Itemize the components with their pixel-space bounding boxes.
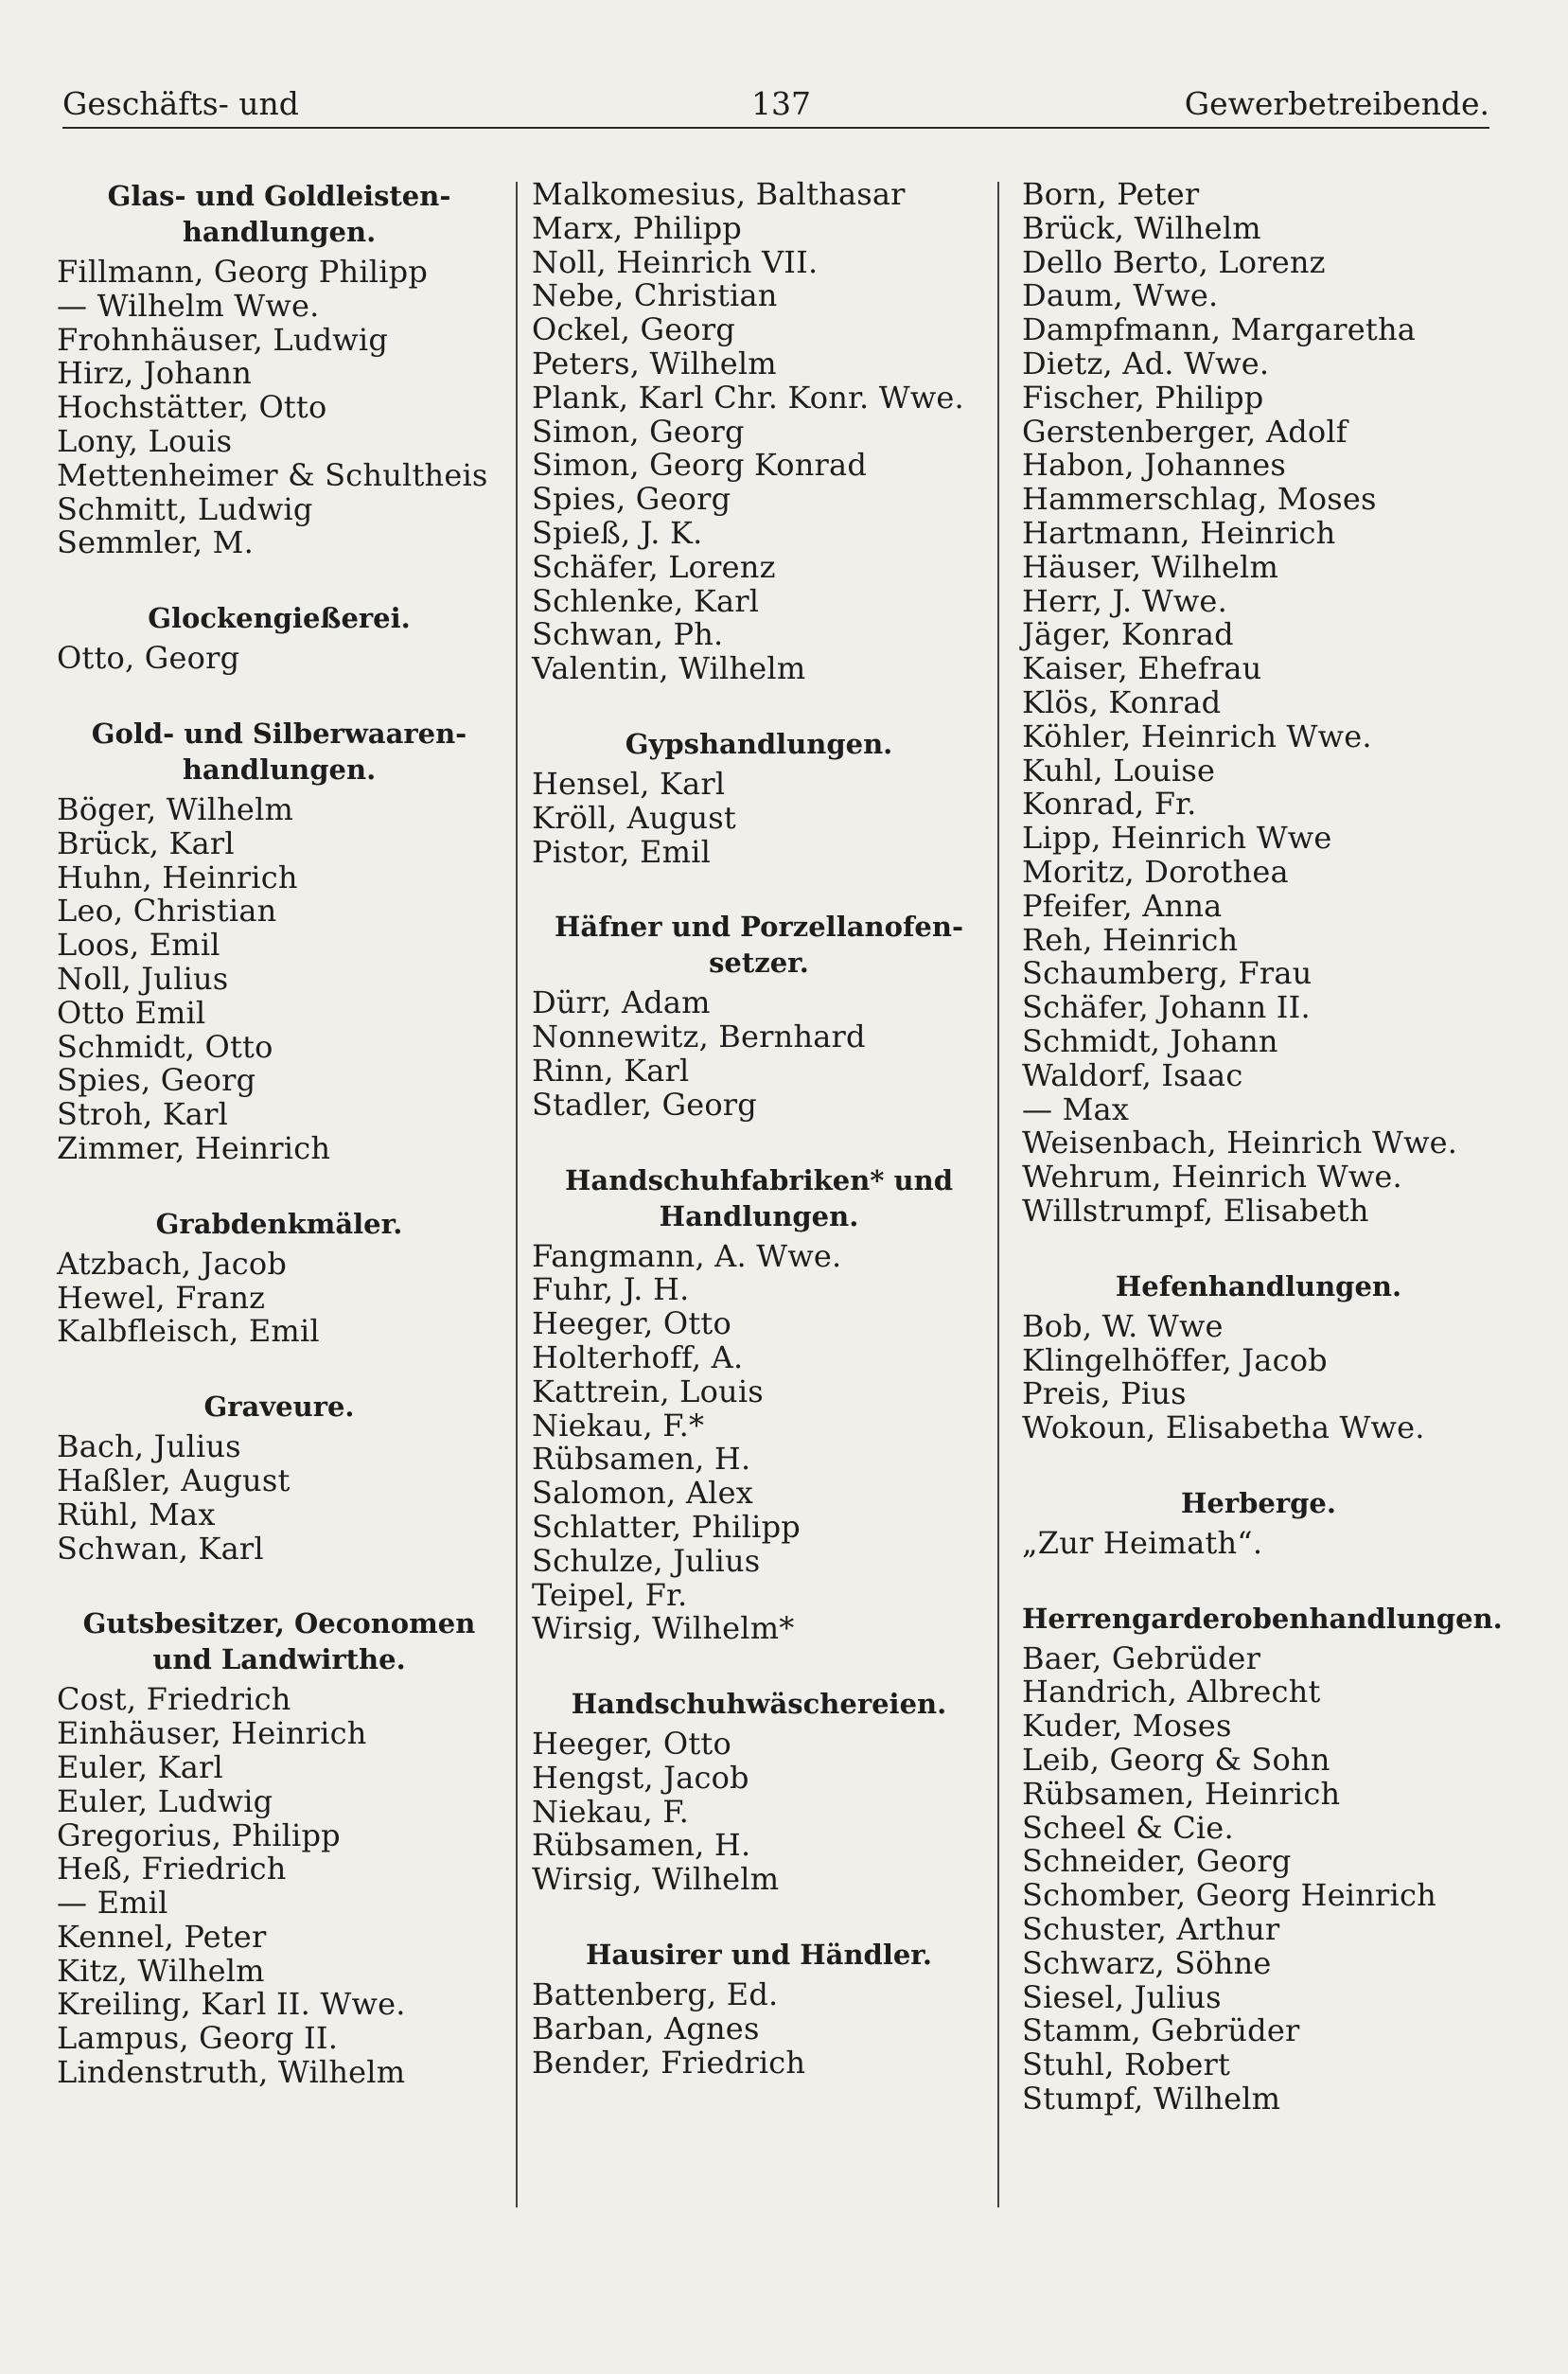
section-heading: Gold- und Silberwaaren-handlungen. [91,717,467,786]
column-2 [532,178,986,2080]
header-left: Geschäfts- und [62,85,299,122]
list-item: Hammerschlag, Moses [1022,481,1377,518]
list-item: Lampus, Georg II. [57,2020,339,2057]
list-item: Zimmer, Heinrich [57,1129,331,1166]
entry-list [532,1727,986,1897]
list-item: Spies, Georg [532,481,731,518]
list-item: Schäfer, Johann II. [1022,989,1311,1026]
list-item: Hewel, Franz [57,1279,266,1316]
section-heading: Handschuhwäschereien. [571,1688,947,1721]
section-heading: Gypshandlungen. [625,727,893,760]
list-item: — Wilhelm Wwe. [57,287,320,324]
column-divider [997,182,999,2207]
list-item: Schomber, Georg Heinrich [1022,1877,1436,1914]
list-item: Köhler, Heinrich Wwe. [1022,718,1372,754]
column-1 [57,178,502,2090]
list-item: Semmler, M. [57,524,254,561]
list-item: Valentin, Wilhelm [532,650,806,687]
list-item: — Max [1022,1090,1130,1127]
entry-list [57,256,502,560]
list-item: Lipp, Heinrich Wwe [1022,820,1332,857]
list-item: Herr, J. Wwe. [1022,582,1227,619]
list-item: Klingelhöffer, Jacob [1022,1341,1328,1378]
list-item: Simon, Georg [532,413,745,450]
list-item: Nebe, Christian [532,277,778,314]
list-item: Gerstenberger, Adolf [1022,413,1348,450]
list-item: Waldorf, Isaac [1022,1056,1243,1093]
entry-list [532,178,986,686]
list-item: Daum, Wwe. [1022,277,1219,314]
list-item: Mettenheimer & Schultheis [57,456,488,493]
list-item: Bender, Friedrich [532,2044,806,2081]
list-item: Euler, Karl [57,1748,223,1785]
list-item: Battenberg, Ed. [532,1976,779,2013]
list-item: Salomon, Alex [532,1475,753,1512]
list-item: Rübsamen, H. [532,1827,751,1864]
list-item: Niekau, F. [532,1793,689,1830]
list-item: Pistor, Emil [532,833,712,870]
list-item: Baer, Gebrüder [1022,1639,1261,1676]
list-item: Barban, Agnes [532,2010,760,2046]
list-item: Schmidt, Johann [1022,1022,1278,1059]
list-item: Euler, Ludwig [57,1782,273,1819]
entry-list [57,1430,502,1566]
list-item: Haßler, August [57,1462,291,1498]
list-item: Scheel & Cie. [1022,1809,1234,1846]
list-item: Brück, Wilhelm [1022,209,1261,246]
list-item: Lindenstruth, Wilhelm [57,2054,406,2091]
list-item: Kitz, Wilhelm [57,1952,265,1989]
list-item: Schwan, Karl [57,1530,264,1567]
entry-list [57,1683,502,2090]
list-item: Hartmann, Heinrich [1022,514,1336,551]
entry-list [532,765,986,870]
list-item: Rübsamen, H. [532,1441,751,1478]
list-item: Otto Emil [57,994,206,1031]
list-item: Schaumberg, Frau [1022,955,1313,992]
list-item: Peters, Wilhelm [532,345,777,381]
section-heading: Herberge. [1181,1486,1336,1519]
header-right: Gewerbetreibende. [1184,85,1489,122]
list-item: Stadler, Georg [532,1086,757,1123]
list-item: Bob, W. Wwe [1022,1307,1224,1344]
list-item: Spies, Georg [57,1062,256,1099]
section-heading: Hausirer und Händler. [586,1939,932,1972]
section-heading: Handschuhfabriken* und Handlungen. [565,1163,953,1232]
list-item: Cost, Friedrich [57,1681,291,1718]
list-item: Stumpf, Wilhelm [1022,2081,1281,2117]
list-item: Nonnewitz, Bernhard [532,1019,866,1055]
list-item: Malkomesius, Balthasar [532,176,906,212]
list-item: Konrad, Fr. [1022,786,1197,823]
entry-list [1022,1524,1495,1561]
list-item: Spieß, J. K. [532,514,703,551]
list-item: Kaiser, Ehefrau [1022,650,1262,687]
list-item: Gregorius, Philipp [57,1816,341,1853]
list-item: Häuser, Wilhelm [1022,548,1278,585]
list-item: Dampfmann, Margaretha [1022,311,1417,348]
list-item: Handrich, Albrecht [1022,1674,1321,1710]
list-item: Willstrumpf, Elisabeth [1022,1192,1369,1229]
list-item: Schuster, Arthur [1022,1911,1280,1948]
list-item: Dietz, Ad. Wwe. [1022,345,1270,381]
entry-list [532,986,986,1122]
list-item: Kennel, Peter [57,1918,267,1955]
entry-list [1022,1307,1495,1446]
column-3 [1022,176,1503,2117]
list-item: Moritz, Dorothea [1022,853,1289,890]
list-item: Fangmann, A. Wwe. [532,1237,842,1274]
list-item: Heeger, Otto [532,1726,731,1763]
list-item: Plank, Karl Chr. Konr. Wwe. [532,379,964,416]
entry-list [1022,178,1495,1229]
list-item: Ockel, Georg [532,311,736,348]
list-item: Hensel, Karl [532,765,726,802]
list-item: Schneider, Georg [1022,1843,1292,1880]
list-item: Rübsamen, Heinrich [1022,1775,1341,1812]
list-item: Hengst, Jacob [532,1759,749,1796]
list-item: Bach, Julius [57,1428,241,1465]
list-item: Kreiling, Karl II. Wwe. [57,1986,406,2023]
list-item: Noll, Julius [57,960,229,997]
list-item: Schäfer, Lorenz [532,548,776,585]
list-item: Stamm, Gebrüder [1022,2012,1300,2049]
entry-list [1022,1639,1495,2117]
list-item: Einhäuser, Heinrich [57,1715,367,1752]
list-item: Marx, Philipp [532,209,742,246]
list-item: Heß, Friedrich [57,1851,287,1887]
list-item: Wirsig, Wilhelm [532,1861,780,1898]
list-item: Loos, Emil [57,927,220,964]
list-item: Pfeifer, Anna [1022,887,1223,924]
list-item: Kuhl, Louise [1022,752,1216,788]
list-item: Schlenke, Karl [532,582,760,619]
list-item: Dello Berto, Lorenz [1022,243,1326,280]
list-item: Weisenbach, Heinrich Wwe. [1022,1125,1458,1161]
list-item: Wehrum, Heinrich Wwe. [1022,1159,1402,1196]
list-item: Fillmann, Georg Philipp [57,254,429,290]
list-item: Kattrein, Louis [532,1373,764,1409]
list-item: Simon, Georg Konrad [532,447,868,484]
list-item: Böger, Wilhelm [57,790,294,827]
list-item: Leib, Georg & Sohn [1022,1742,1330,1779]
running-head [62,78,1489,129]
list-item: Atzbach, Jacob [57,1245,288,1282]
list-item: Schmidt, Otto [57,1028,273,1065]
list-item: Holterhoff, A. [532,1338,744,1375]
section-heading: Glas- und Goldleisten-handlungen. [107,180,451,248]
list-item: Jäger, Konrad [1022,616,1234,653]
list-item: Otto, Georg [57,640,240,677]
list-item: Schwarz, Söhne [1022,1944,1272,1981]
list-item: Kröll, August [532,799,736,836]
entry-list [57,642,502,676]
section-heading: Graveure. [203,1391,355,1424]
list-item: Lony, Louis [57,422,233,459]
list-item: Schlatter, Philipp [532,1508,801,1545]
list-item: Niekau, F.* [532,1407,705,1444]
section-heading: Glockengießerei. [148,602,411,635]
list-item: Klös, Konrad [1022,683,1222,720]
list-item: Hochstätter, Otto [57,389,327,426]
page-number: 137 [751,85,811,122]
list-item: Kalbfleisch, Emil [57,1313,320,1350]
list-item: Schulze, Julius [532,1542,761,1579]
entry-list [57,790,502,1166]
list-item: Schmitt, Ludwig [57,490,313,527]
list-item: Rinn, Karl [532,1052,690,1089]
list-item: Fischer, Philipp [1022,379,1264,416]
list-item: Frohnhäuser, Ludwig [57,321,389,358]
list-item: Huhn, Heinrich [57,859,298,895]
list-item: Reh, Heinrich [1022,921,1239,958]
list-item: Noll, Heinrich VII. [532,243,819,280]
list-item: — Emil [57,1885,168,1922]
list-item: Siesel, Julius [1022,1978,1222,2015]
list-item: Wokoun, Elisabetha Wwe. [1022,1409,1425,1446]
section-heading: Herrengarderobenhandlungen. [1022,1602,1503,1635]
section-heading: Hefenhandlungen. [1115,1269,1402,1302]
list-item: Kuder, Moses [1022,1708,1232,1745]
entry-list [532,1978,986,2080]
list-item: Stroh, Karl [57,1096,229,1133]
list-item: Stuhl, Robert [1022,2046,1231,2083]
list-item: Preis, Pius [1022,1375,1187,1412]
section-heading: Gutsbesitzer, Oeconomen und Landwirthe. [82,1607,476,1676]
list-item: Leo, Christian [57,893,277,930]
list-item: Rühl, Max [57,1496,216,1532]
list-item: Heeger, Otto [532,1305,731,1342]
list-item: Teipel, Fr. [532,1576,688,1613]
list-item: Born, Peter [1022,176,1200,212]
list-item: Hirz, Johann [57,355,253,392]
list-item: Fuhr, J. H. [532,1271,690,1308]
entry-list [57,1245,502,1350]
list-item: Dürr, Adam [532,984,711,1021]
column-divider [516,182,518,2207]
entry-list [532,1237,986,1647]
section-heading: Häfner und Porzellanofen-setzer. [555,911,963,980]
list-item: Brück, Karl [57,824,235,861]
section-heading: Grabdenkmäler. [155,1207,403,1240]
list-item: Wirsig, Wilhelm* [532,1610,795,1647]
list-item: Schwan, Ph. [532,616,724,653]
list-item: Habon, Johannes [1022,447,1287,484]
list-item: „Zur Heimath“. [1022,1524,1263,1561]
